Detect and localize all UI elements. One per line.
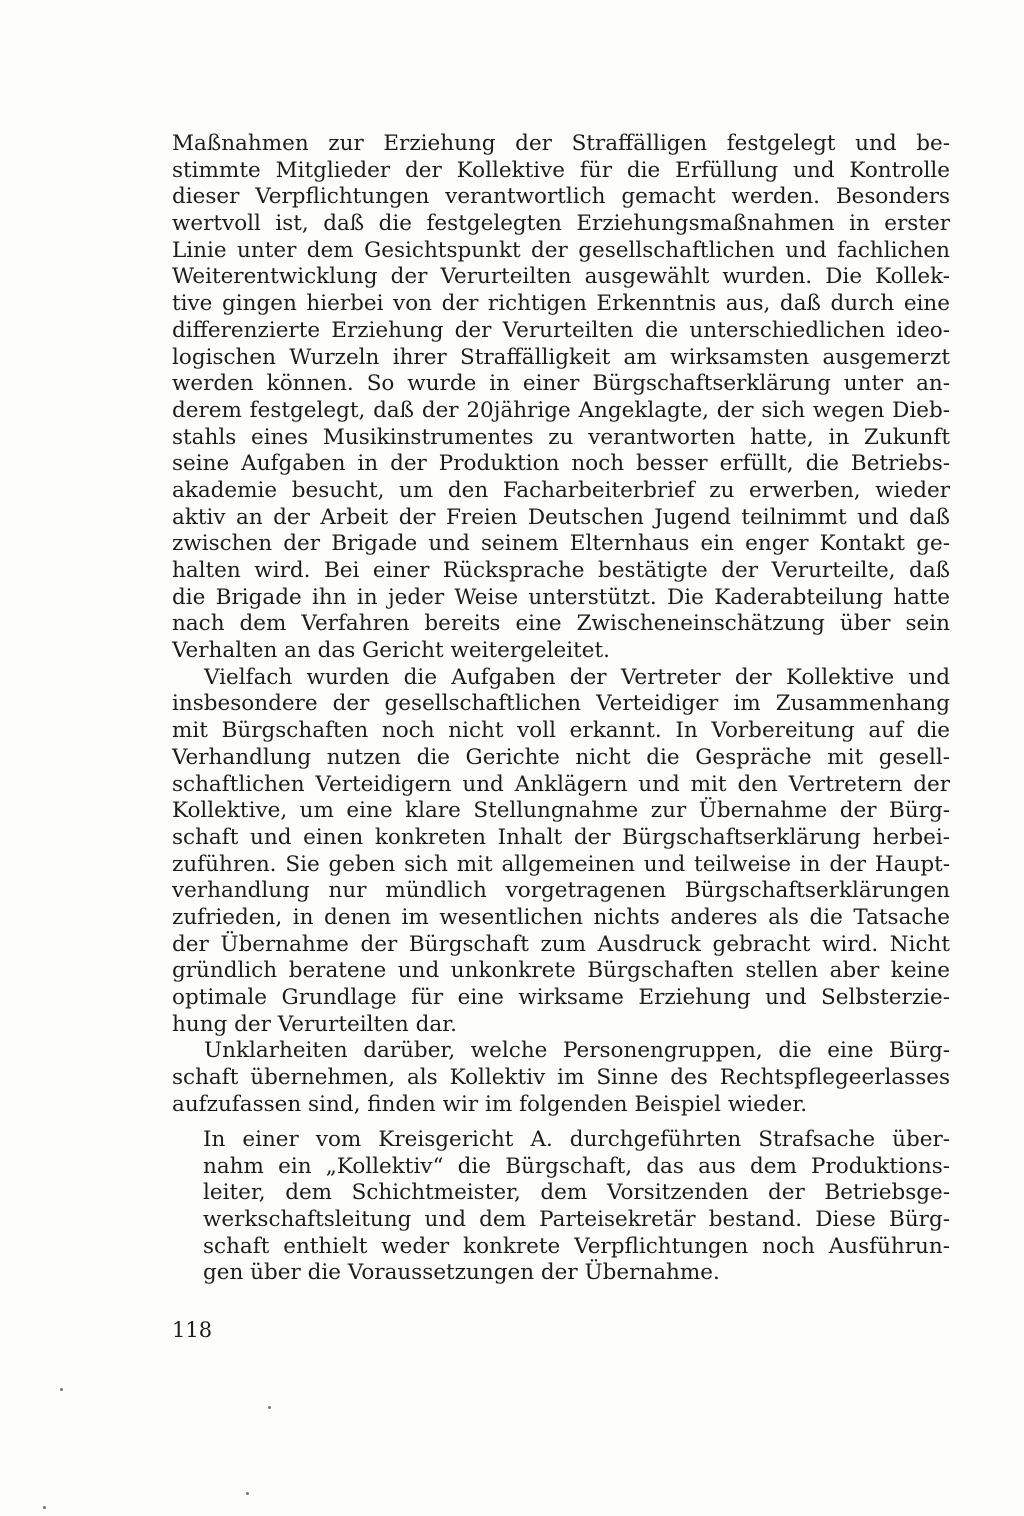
text-line: Verhandlung nutzen die Gerichte nicht die Gespräche mit gesell- (172, 744, 950, 770)
text-line: mit Bürgschaften noch nicht voll erkannt. In Vorbereitung auf die (172, 718, 950, 744)
text-line: aktiv an der Arbeit der Freien Deutschen Jugend teilnimmt und daß (172, 504, 950, 530)
text-line: Weiterentwicklung der Verurteilten ausgewählt wurden. Die Kollek- (172, 264, 950, 290)
text-line: werden können. So wurde in einer Bürgschaftserklärung unter an- (172, 371, 950, 397)
text-line: akademie besucht, um den Facharbeiterbrief zu erwerben, wieder (172, 477, 950, 503)
example-line: gen über die Voraussetzungen der Übernahme. (203, 1260, 720, 1286)
scan-speck (43, 1506, 46, 1509)
scan-speck (60, 1388, 63, 1391)
text-line: halten wird. Bei einer Rücksprache bestätigte der Verurteilte, daß (172, 558, 950, 583)
text-line: derem festgelegt, daß der 20jährige Angeklagte, der sich wegen Dieb- (172, 397, 950, 423)
example-line: schaft enthielt weder konkrete Verpflichtungen noch Ausführun- (203, 1233, 950, 1259)
example-line: In einer vom Kreisgericht A. durchgeführten Strafsache über- (203, 1127, 950, 1152)
page-number: 118 (172, 1318, 213, 1342)
text-line: zufrieden, in denen im wesentlichen nichts anderes als die Tatsache (172, 904, 950, 930)
text-line: tive gingen hierbei von der richtigen Erkenntnis aus, daß durch eine (172, 291, 950, 317)
text-line: verhandlung nur mündlich vorgetragenen Bürgschaftserklärungen (172, 878, 950, 904)
text-line: der Übernahme der Bürgschaft zum Ausdruck gebracht wird. Nicht (172, 931, 950, 957)
text-line: dieser Verpflichtungen verantwortlich gemacht werden. Besonders (172, 184, 950, 210)
text-line: zwischen der Brigade und seinem Elternhaus ein enger Kontakt ge- (172, 531, 950, 557)
text-line: wertvoll ist, daß die festgelegten Erziehungsmaßnahmen in erster (172, 211, 950, 237)
text-line: schaft und einen konkreten Inhalt der Bürgschaftserklärung herbei- (172, 824, 950, 850)
text-line: gründlich beratene und unkonkrete Bürgschaften stellen aber keine (172, 958, 950, 984)
text-line: insbesondere der gesellschaftlichen Verteidiger im Zusammenhang (172, 691, 950, 717)
text-line: hung der Verurteilten dar. (172, 1011, 457, 1037)
text-line: Kollektive, um eine klare Stellungnahme zur Übernahme der Bürg- (172, 798, 950, 824)
text-line: Vielfach wurden die Aufgaben der Vertreter der Kollektive und (204, 664, 950, 690)
text-line: stimmte Mitglieder der Kollektive für die Erfüllung und Kontrolle (172, 157, 950, 183)
text-line: die Brigade ihn in jeder Weise unterstützt. Die Kaderabteilung hatte (172, 584, 950, 610)
example-line: nahm ein „Kollektiv“ die Bürgschaft, das aus dem Produktions- (203, 1153, 950, 1179)
text-line: stahls eines Musikinstrumentes zu verantworten hatte, in Zukunft (172, 424, 950, 450)
text-line: aufzufassen sind, finden wir im folgenden Beispiel wieder. (172, 1091, 808, 1117)
example-text (203, 1127, 950, 1287)
example-line: werkschaftsleitung und dem Parteisekretär bestand. Diese Bürg- (203, 1207, 950, 1233)
text-line: differenzierte Erziehung der Verurteilten die unterschiedlichen ideo- (172, 317, 950, 343)
scan-speck (268, 1406, 271, 1409)
scan-speck (246, 1492, 249, 1495)
body-text (172, 131, 950, 1118)
text-line: nach dem Verfahren bereits eine Zwischeneinschätzung über sein (172, 611, 950, 637)
text-line: schaftlichen Verteidigern und Anklägern und mit den Vertretern der (172, 771, 950, 797)
text-line: zuführen. Sie geben sich mit allgemeinen und teilweise in der Haupt- (172, 851, 950, 877)
text-line: Verhalten an das Gericht weitergeleitet. (172, 638, 610, 664)
text-line: Linie unter dem Gesichtspunkt der gesellschaftlichen und fachlichen (172, 237, 950, 263)
text-line: Maßnahmen zur Erziehung der Straffälligen festgelegt und be- (172, 131, 950, 156)
text-line: optimale Grundlage für eine wirksame Erziehung und Selbsterzie- (172, 985, 950, 1010)
text-line: seine Aufgaben in der Produktion noch besser erfüllt, die Betriebs- (172, 451, 950, 477)
text-line: Unklarheiten darüber, welche Personengruppen, die eine Bürg- (204, 1038, 950, 1064)
text-line: schaft übernehmen, als Kollektiv im Sinne des Rechtspflegeerlasses (172, 1065, 950, 1091)
text-line: logischen Wurzeln ihrer Straffälligkeit am wirksamsten ausgemerzt (172, 344, 950, 370)
example-line: leiter, dem Schichtmeister, dem Vorsitzenden der Betriebsge- (203, 1180, 950, 1206)
